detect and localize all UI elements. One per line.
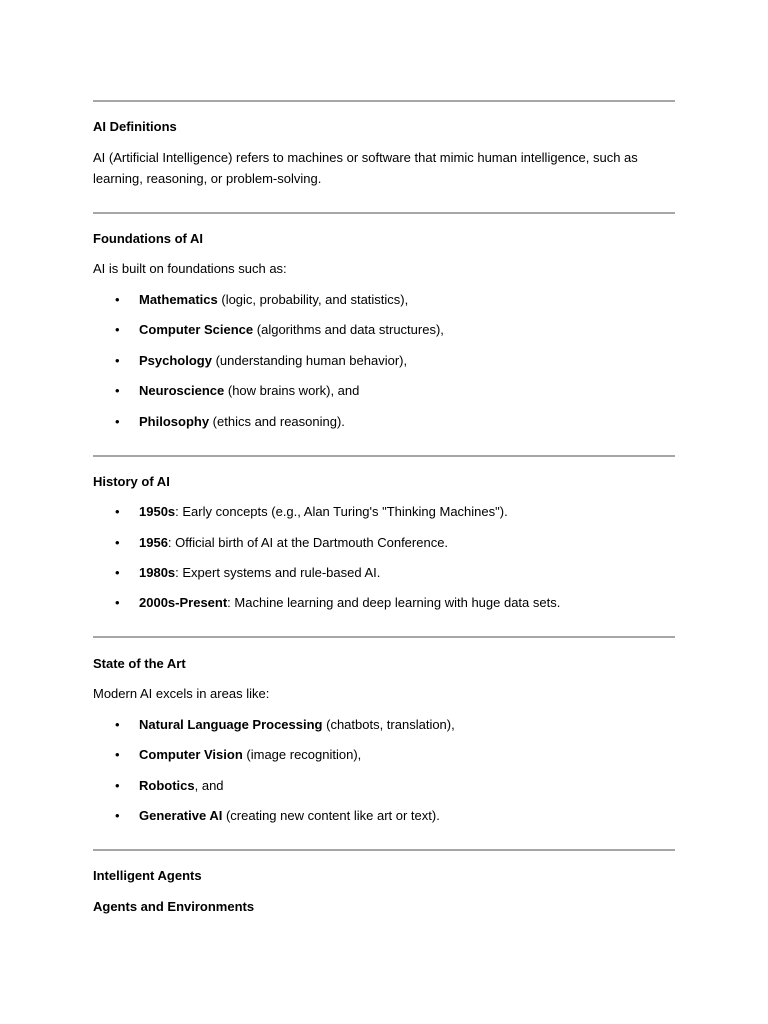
list-item-desc: : Early concepts (e.g., Alan Turing's "Thinking Machines").	[175, 504, 508, 519]
section-divider	[93, 455, 675, 457]
bullet-icon: •	[115, 747, 120, 762]
bullet-icon: •	[115, 565, 120, 580]
section-heading-history: History of AI	[93, 474, 170, 489]
section-subheading-agents-environments: Agents and Environments	[93, 899, 255, 914]
section-heading-ai-definitions: AI Definitions	[93, 119, 177, 134]
list-item-desc: : Official birth of AI at the Dartmouth Conference.	[167, 535, 449, 550]
list-item-desc: (chatbots, translation),	[322, 717, 455, 732]
list-item-term: Psychology	[139, 353, 212, 368]
section-heading-intelligent-agents: Intelligent Agents	[93, 868, 202, 883]
foundations-intro: AI is built on foundations such as:	[93, 261, 287, 276]
section-divider	[93, 849, 675, 851]
list-item-desc: , and	[194, 778, 224, 793]
bullet-icon: •	[115, 595, 120, 610]
bullet-icon: •	[115, 292, 120, 307]
ai-definition-paragraph: AI (Artificial Intelligence) refers to machines or software that mimic human intelligence, such as learning, reasoning, or problem-solving.	[93, 150, 638, 186]
list-item-term: Mathematics	[139, 292, 218, 307]
list-item-term: Generative AI	[139, 808, 223, 823]
section-divider	[93, 100, 675, 102]
list-item-term: Natural Language Processing	[139, 717, 323, 732]
bullet-icon: •	[115, 414, 120, 429]
bullet-icon: •	[115, 322, 120, 337]
list-item-term: Philosophy	[139, 414, 210, 429]
list-item-term: 1956	[139, 535, 168, 550]
list-item-term: 1950s	[139, 504, 176, 519]
bullet-icon: •	[115, 808, 120, 823]
section-heading-state-of-the-art: State of the Art	[93, 656, 186, 671]
list-item-desc: (algorithms and data structures),	[253, 322, 444, 337]
list-item-term: Computer Vision	[139, 747, 243, 762]
list-item-desc: (creating new content like art or text).	[222, 808, 440, 823]
list-item-term: Computer Science	[139, 322, 254, 337]
state-of-the-art-intro: Modern AI excels in areas like:	[93, 686, 270, 701]
bullet-icon: •	[115, 504, 120, 519]
list-item-term: 1980s	[139, 565, 176, 580]
section-heading-foundations: Foundations of AI	[93, 231, 203, 246]
bullet-icon: •	[115, 535, 120, 550]
bullet-icon: •	[115, 353, 120, 368]
list-item-desc: (logic, probability, and statistics),	[217, 292, 409, 307]
list-item-desc: : Expert systems and rule-based AI.	[175, 565, 381, 580]
bullet-icon: •	[115, 778, 120, 793]
list-item-desc: (understanding human behavior),	[211, 353, 408, 368]
bullet-icon: •	[115, 717, 120, 732]
list-item-term: Robotics	[139, 778, 195, 793]
list-item-desc: (how brains work), and	[224, 383, 360, 398]
list-item-term: 2000s-Present	[139, 595, 228, 610]
list-item-desc: (image recognition),	[242, 747, 362, 762]
list-item-desc: : Machine learning and deep learning with huge data sets.	[227, 595, 561, 610]
list-item-desc: (ethics and reasoning).	[209, 414, 345, 429]
section-divider	[93, 212, 675, 214]
section-divider	[93, 636, 675, 638]
list-item-term: Neuroscience	[139, 383, 225, 398]
bullet-icon: •	[115, 383, 120, 398]
